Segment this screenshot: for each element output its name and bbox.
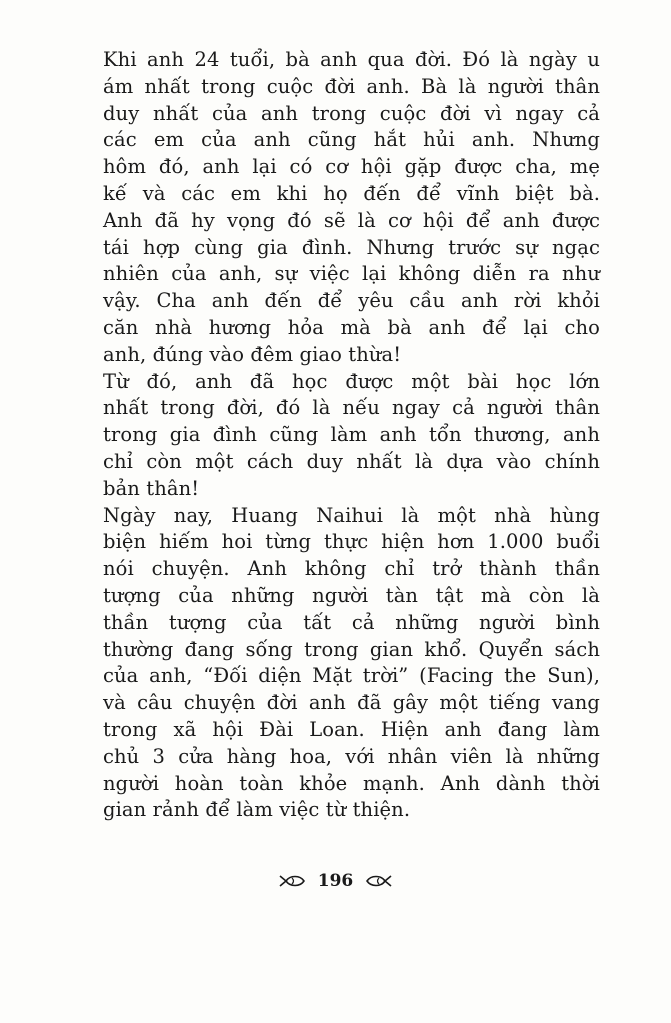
text-line: nhiên của anh, sự việc lại không diễn ra như: [103, 262, 600, 286]
text-line: bản thân!: [103, 476, 200, 500]
text-line: thần tượng của tất cả những người bình: [103, 610, 600, 634]
text-line: căn nhà hương hỏa mà bà anh để lại cho: [103, 315, 600, 339]
text-line: thường đang sống trong gian khổ. Quyển sách: [103, 637, 600, 661]
page-footer: [0, 870, 671, 891]
text-line: chủ 3 cửa hàng hoa, với nhân viên là những: [103, 744, 600, 768]
text-line: ám nhất trong cuộc đời anh. Bà là người thân: [103, 74, 600, 98]
text-line: gian rảnh để làm việc từ thiện.: [103, 798, 411, 822]
text-line: Khi anh 24 tuổi, bà anh qua đời. Đó là ngày u: [103, 48, 600, 71]
paragraph: [103, 503, 600, 825]
text-line: Từ đó, anh đã học được một bài học lớn: [103, 369, 600, 393]
text-line: của anh, “Đối diện Mặt trời” (Facing the Sun),: [103, 664, 600, 688]
text-line: tái hợp cùng gia đình. Nhưng trước sự ngạc: [103, 235, 600, 259]
paragraph: [103, 369, 600, 503]
text-line: nói chuyện. Anh không chỉ trở thành thần: [103, 557, 600, 581]
text-line: các em của anh cũng hắt hủi anh. Nhưng: [103, 128, 600, 152]
text-line: người hoàn toàn khỏe mạnh. Anh dành thời: [103, 771, 600, 795]
text-line: tượng của những người tàn tật mà còn là: [103, 583, 600, 607]
paragraph: [103, 47, 600, 369]
text-line: trong gia đình cũng làm anh tổn thương, anh: [103, 423, 600, 447]
body-text: [103, 47, 600, 824]
text-line: biện hiếm hoi từng thực hiện hơn 1.000 buổi: [103, 530, 600, 554]
text-line: kế và các em khi họ đến để vĩnh biệt bà.: [103, 181, 600, 205]
text-line: Anh đã hy vọng đó sẽ là cơ hội để anh được: [103, 208, 600, 232]
page-number: 196: [317, 870, 354, 891]
text-line: và câu chuyện đời anh đã gây một tiếng vang: [103, 691, 600, 715]
text-line: duy nhất của anh trong cuộc đời vì ngay cả: [103, 101, 600, 125]
text-line: Ngày nay, Huang Naihui là một nhà hùng: [103, 503, 600, 527]
text-line: anh, đúng vào đêm giao thừa!: [103, 342, 402, 366]
fish-ornament-icon: [278, 873, 306, 889]
fish-ornament-icon: [365, 873, 393, 889]
text-line: chỉ còn một cách duy nhất là dựa vào chính: [103, 449, 600, 473]
text-line: hôm đó, anh lại có cơ hội gặp được cha, mẹ: [103, 155, 600, 179]
text-line: vậy. Cha anh đến để yêu cầu anh rời khỏi: [103, 289, 600, 313]
text-line: trong xã hội Đài Loan. Hiện anh đang làm: [103, 717, 600, 741]
text-line: nhất trong đời, đó là nếu ngay cả người thân: [103, 396, 600, 420]
